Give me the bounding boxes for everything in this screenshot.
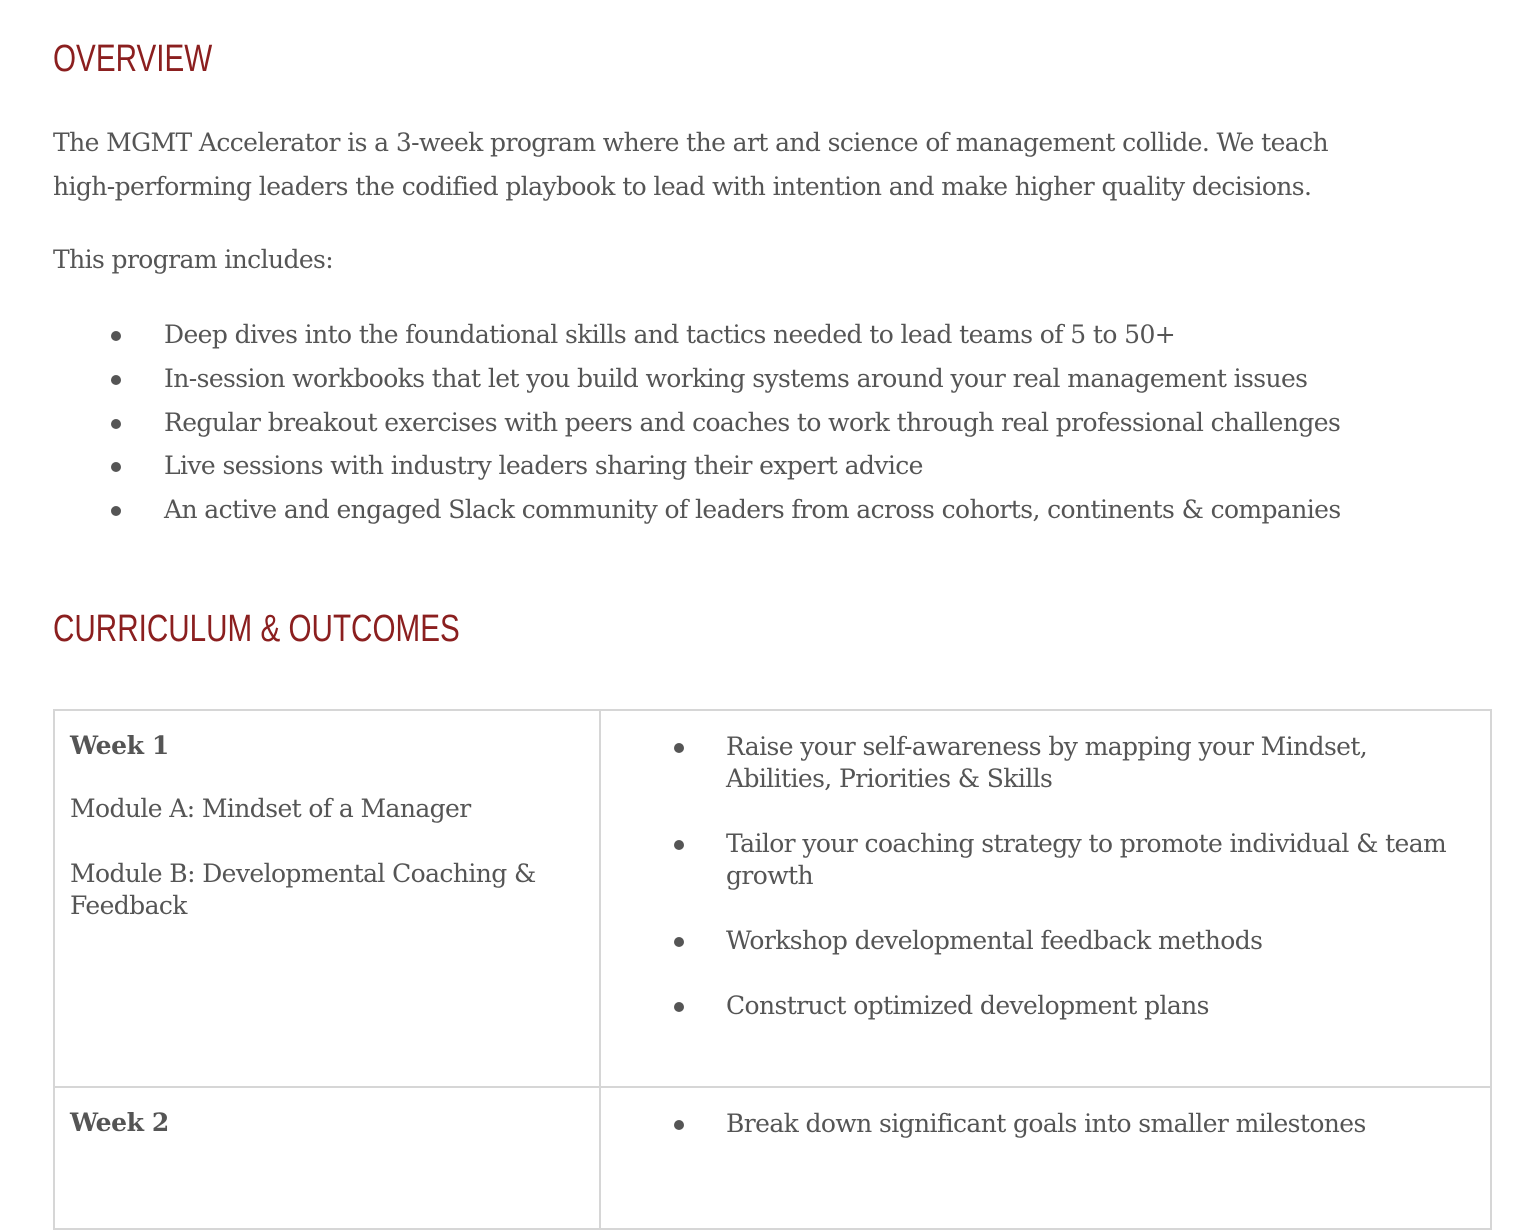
list-item-text: Construct optimized development plans xyxy=(726,991,1209,1020)
list-item-text: Deep dives into the foundational skills and tactics needed to lead teams of 5 to 50+ xyxy=(164,320,1176,349)
list-item-text: Tailor your coaching strategy to promote individual & team growth xyxy=(726,829,1447,890)
bullet-icon xyxy=(674,1002,684,1012)
bullet-icon xyxy=(674,1120,684,1130)
bullet-icon xyxy=(111,419,121,429)
module-b: Module B: Developmental Coaching & Feedback xyxy=(70,859,536,920)
outcomes-cell xyxy=(600,1087,1491,1229)
week-cell xyxy=(54,710,600,1087)
list-item xyxy=(601,1108,1470,1140)
list-item xyxy=(601,925,1470,957)
list-item-text: Regular breakout exercises with peers and coaches to work through real professional challenges xyxy=(164,407,1341,437)
week-title: Week 1 xyxy=(70,731,169,760)
list-item xyxy=(53,444,1341,488)
overview-intro-line-2: high-performing leaders the codified playbook to lead with intention and make higher quality decisions. xyxy=(53,172,1312,201)
list-item xyxy=(53,357,1341,401)
outcomes-cell xyxy=(600,710,1491,1087)
bullet-icon xyxy=(111,331,121,341)
overview-heading: OVERVIEW xyxy=(53,38,213,80)
week-cell xyxy=(54,1087,600,1229)
list-item xyxy=(53,313,1341,357)
list-item xyxy=(601,990,1470,1022)
list-item-text: Live sessions with industry leaders sharing their expert advice xyxy=(164,451,923,481)
overview-intro-line-1: The MGMT Accelerator is a 3-week program where the art and science of management collide. We teach xyxy=(53,128,1328,157)
list-item-text: An active and engaged Slack community of leaders from across cohorts, continents & companies xyxy=(164,495,1341,525)
curriculum-heading: CURRICULUM & OUTCOMES xyxy=(53,608,460,650)
overview-intro xyxy=(53,121,1328,209)
list-item-text: Workshop developmental feedback methods xyxy=(726,926,1263,955)
bullet-icon xyxy=(111,375,121,385)
bullet-icon xyxy=(674,743,684,753)
week-title: Week 2 xyxy=(70,1108,169,1137)
module-a: Module A: Mindset of a Manager xyxy=(70,794,471,823)
bullet-icon xyxy=(674,840,684,850)
bullet-icon xyxy=(111,506,121,516)
list-item xyxy=(53,401,1341,445)
includes-label: This program includes: xyxy=(53,245,334,274)
outcomes-list xyxy=(601,1108,1470,1140)
table-row xyxy=(54,710,1491,1087)
bullet-icon xyxy=(111,462,121,472)
list-item xyxy=(53,488,1341,532)
table-row xyxy=(54,1087,1491,1229)
outcomes-list xyxy=(601,731,1470,1022)
list-item xyxy=(601,731,1470,795)
list-item-text: In-session workbooks that let you build working systems around your real management issues xyxy=(164,363,1308,393)
list-item-text: Raise your self-awareness by mapping your Mindset, Abilities, Priorities & Skills xyxy=(726,732,1368,793)
bullet-icon xyxy=(674,937,684,947)
list-item xyxy=(601,828,1470,892)
program-includes-list xyxy=(53,313,1341,532)
list-item-text: Break down significant goals into smaller milestones xyxy=(726,1109,1366,1138)
